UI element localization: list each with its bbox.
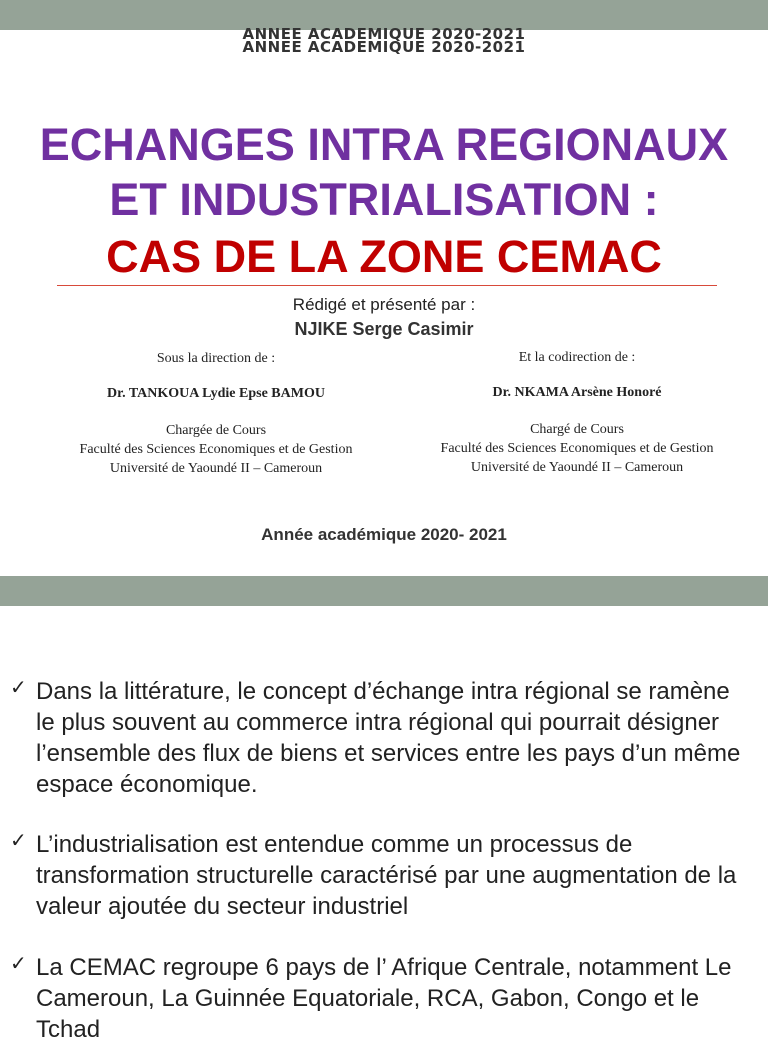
supervisor-column — [40, 349, 392, 478]
bullet-item — [10, 829, 750, 922]
co-supervisor-university: Université de Yaoundé II – Cameroun — [470, 460, 684, 475]
co-supervisor-column — [402, 348, 752, 477]
supervisor-role: Chargée de Cours — [165, 423, 267, 438]
author-name: NJIKE Serge Casimir — [294, 319, 474, 339]
supervisor-university: Université de Yaoundé II – Cameroun — [109, 461, 323, 476]
co-supervisor-role: Chargé de Cours — [530, 422, 624, 437]
bullet-item — [10, 676, 750, 800]
academic-year-header: ANNEE ACADEMIQUE 2020-2021 — [242, 25, 526, 43]
title-line-1: ECHANGES INTRA REGIONAUX — [39, 119, 729, 170]
checkmark-icon: ✓ — [10, 675, 27, 699]
co-supervisor-label: Et la codirection de : — [518, 350, 636, 365]
supervisor-label: Sous la direction de : — [156, 351, 276, 366]
academic-year-header-duplicate: ANNEE ACADEMIQUE 2020-2021 — [242, 38, 526, 56]
co-supervisor-name: Dr. NKAMA Arsène Honoré — [492, 385, 662, 400]
bottom-band — [0, 576, 768, 606]
title-line-2: ET INDUSTRIALISATION : — [109, 174, 659, 225]
academic-year-footer: Année académique 2020- 2021 — [261, 525, 507, 544]
supervisor-name: Dr. TANKOUA Lydie Epse BAMOU — [107, 386, 325, 401]
supervisor-faculty: Faculté des Sciences Economiques et de Gestion — [79, 442, 353, 457]
bullet-text: L’industrialisation est entendue comme un processus de transformation structurelle caractérisé par une augmentation de la valeur ajoutée du secteur industriel — [36, 831, 737, 920]
bullet-item — [10, 952, 750, 1045]
checkmark-icon: ✓ — [10, 828, 27, 852]
co-supervisor-faculty: Faculté des Sciences Economiques et de Gestion — [440, 441, 714, 456]
title-line-3: CAS DE LA ZONE CEMAC — [106, 231, 662, 282]
checkmark-icon: ✓ — [10, 951, 27, 975]
title-underline — [57, 285, 717, 286]
bullet-text: La CEMAC regroupe 6 pays de l’ Afrique Centrale, notamment Le Cameroun, La Guinnée Equatoriale, RCA, Gabon, Congo et le Tchad — [36, 954, 732, 1043]
bullet-text: Dans la littérature, le concept d’échange intra régional se ramène le plus souvent au commerce intra régional qui pourrait désigner l’ensemble des flux de biens et services entre les pays d’un même espace économique. — [36, 678, 741, 798]
content-slide — [0, 606, 768, 1043]
presented-by-label: Rédigé et présenté par : — [292, 295, 476, 314]
